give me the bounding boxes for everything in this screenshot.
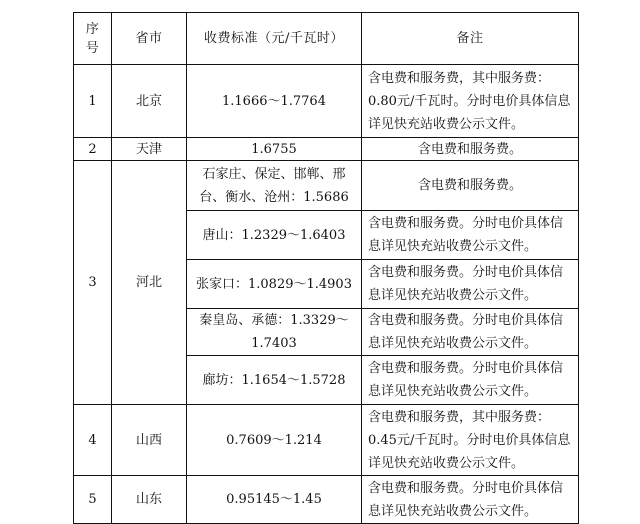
subrow-fee: 廊坊：1.1654～1.5728: [202, 372, 346, 388]
subrow-remark: 含电费和服务费。: [417, 178, 522, 193]
row-province: 山东: [135, 492, 162, 507]
row-fee: 0.7609～1.214: [226, 432, 322, 448]
row-remark: 含电费和服务费，其中服务费：0.45元/千瓦时。分时电价具体信息详见快充站收费公示文件。: [368, 409, 571, 471]
row-index: 1: [88, 93, 97, 109]
subrow-fee: 秦皇岛、承德：1.3329～1.7403: [199, 313, 349, 351]
row-fee: 1.6755: [251, 141, 297, 157]
row-index: 2: [88, 141, 97, 157]
row-province: 北京: [135, 93, 162, 109]
row-index: 5: [88, 492, 97, 507]
subrow-remark: 含电费和服务费。分时电价具体信息详见快充站收费公示文件。: [368, 216, 564, 254]
row-remark: 含电费和服务费。: [417, 141, 522, 157]
row-fee: 1.1666～1.7764: [222, 93, 326, 109]
header-index: 序 号: [85, 21, 100, 56]
row-index: 4: [88, 432, 97, 448]
subrow-remark: 含电费和服务费。分时电价具体信息详见快充站收费公示文件。: [368, 265, 564, 303]
row-province: 河北: [135, 275, 162, 290]
header-province: 省市: [135, 31, 163, 46]
row-remark: 含电费和服务费，其中服务费：0.80元/千瓦时。分时电价具体信息详见快充站收费公示文件。: [368, 70, 571, 132]
row-fee: 0.95145～1.45: [226, 492, 322, 507]
subrow-fee: 张家口：1.0829～1.4903: [196, 276, 352, 292]
subrow-fee: 唐山：1.2329～1.6403: [202, 227, 346, 243]
header-fee-standard: 收费标准（元/千瓦时）: [204, 31, 344, 46]
header-remark: 备注: [456, 31, 484, 46]
subrow-remark: 含电费和服务费。分时电价具体信息详见快充站收费公示文件。: [368, 313, 564, 351]
row-index: 3: [88, 275, 97, 290]
row-province: 山西: [135, 432, 162, 448]
subrow-fee: 石家庄、保定、邯郸、邢台、衡水、沧州：1.5686: [199, 166, 349, 205]
row-province: 天津: [135, 141, 162, 157]
row-remark: 含电费和服务费。分时电价具体信息详见快充站收费公示文件。: [368, 480, 564, 519]
subrow-remark: 含电费和服务费。分时电价具体信息详见快充站收费公示文件。: [368, 361, 564, 399]
